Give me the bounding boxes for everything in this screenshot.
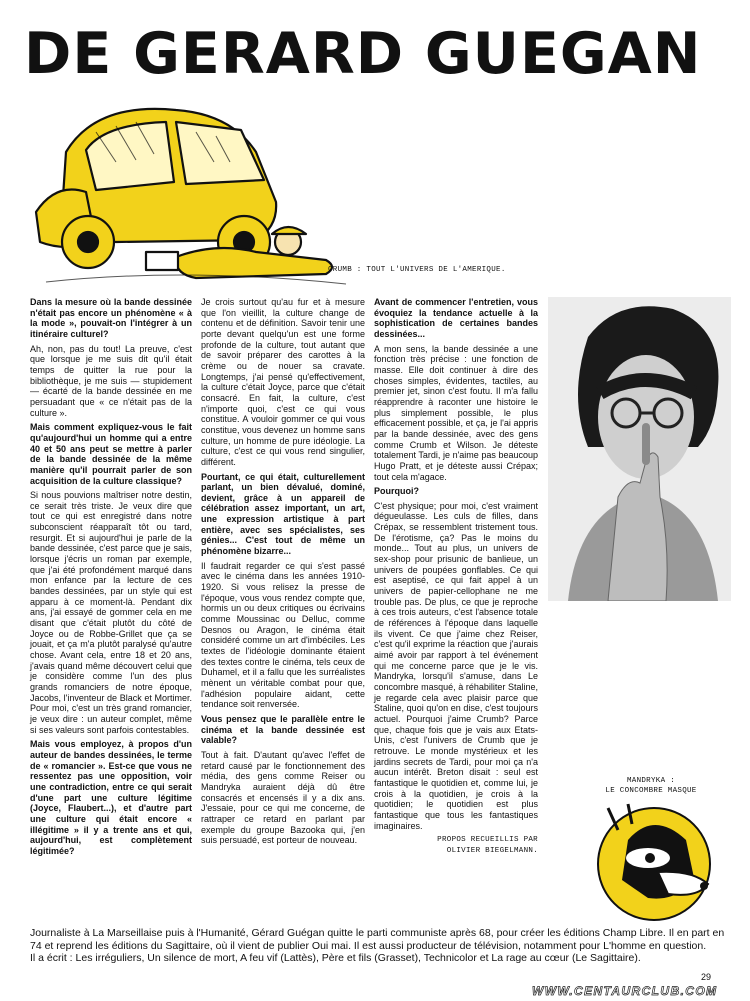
- credit-line: PROPOS RECUEILLIS PAR: [437, 836, 538, 845]
- interview-answer: Je crois surtout qu'au fur et à mesure que l'on vieillit, la culture change de contenu et de définition. Savoir tenir une porte devant quelqu'un est une forme profonde de la culture, tout autant que de savoir préparer des carottes à la crème ou de nouer sa cravate. Longtemps, j'ai pensé qu'effectivement, la culture c'était Joyce, parce que c'était consacré. En fait, la culture, c'est n'importe quoi, c'est ce qui vous constitue. A vouloir gommer ce qui vous constitue, vous devenez un homme sans culture, un homme de pure idéologie. La culture, c'est ce qui vous rend singulier, différent.: [201, 297, 365, 467]
- mandryka-caption: [566, 776, 736, 796]
- interview-answer: Ah, non, pas du tout! La preuve, c'est que lorsque je me suis dit qu'il était temps de quitter la rue pour la bibliothèque, je me suis — stupidement — écarté de la bande dessinée en me persuadant que « ce n'était pas de la culture ».: [30, 343, 192, 418]
- interview-answer: C'est physique; pour moi, c'est vraiment dégueulasse. Les culs de filles, dans Crépax, se ressemblent tristement tous. De l'érotisme, ça? Pas le moins du monde... Tout au plus, un univers de sex-shop pour prisunic de banlieue, un univers de poupées gonflables. Ce qui est aseptisé, ce qui fait appel à un univers de papier-cellophane ne me trouble pas. De plus, ce que je reproche à ces trois auteurs, c'est l'absence totale de références à l'époque dans laquelle ils vivent. Ce que j'aime chez Reiser, c'est qu'il exprime la réaction que j'aurais aimé avoir par rapport à tel événement qui me concerne parce que je le vis. Mandryka, lorsqu'il s'amuse, dans Le concombre masqué, à réhabiliter Staline, je regarde cela avec plaisir parce que Staline, quoi qu'on en dise, c'est toujours actuel. Pourquoi j'aime Crumb? Parce que, chaque fois que je vais aux Etats-Unis, c'est l'univers de Crumb que je retrouve. Le monde mystérieux et les jardins secrets de Tardi, pour moi ça n'a aucun intérêt. Breton disait : seul est fantastique le quotidien et, comme lui, je crois à la quotidien, je crois à la quotidien; le quotidien est plus fantastique que tous les fantastiques imaginaires.: [374, 500, 538, 831]
- interview-answer: A mon sens, la bande dessinée a une fonction très précise : une fonction de masse. Elle doit continuer à dire des choses simples, évidentes, tactiles, au premier jet, sinon c'est foutu. Il m'a fallu réapprendre à raconter une histoire le plus simplement possible, le plus efficacement possible, et ça, je l'ai appris par la bande dessinée, avec des gens comme Crumb et Wilson. Je déteste totalement Tardi, je n'aime pas beaucoup Hugo Pratt, et je déteste aussi Crépax; tout cela m'agace.: [374, 343, 538, 482]
- interview-question: Pourtant, ce qui était, culturellement parlant, un bien dévalué, dominé, devient, grâce à un appareil de célébration assez important, un art, une expression artistique à part entière, avec ses spécialistes, ses génies... C'est tout de même un phénomène bizarre...: [201, 471, 365, 557]
- portrait-photo: [548, 297, 731, 601]
- author-bio: [30, 927, 734, 965]
- article-column-3: [374, 297, 538, 857]
- interview-credit: [374, 835, 538, 857]
- illustration-caption: CRUMB : TOUT L'UNIVERS DE L'AMERIQUE.: [328, 266, 506, 274]
- crumb-car-illustration: [26, 92, 350, 292]
- mandryka-caption-line: LE CONCOMBRE MASQUE: [605, 787, 697, 795]
- interview-answer: Tout à fait. D'autant qu'avec l'effet de retard causé par le fonctionnement des média, des gens comme Reiser ou Mandryka auraient déjà dû être consacrés et encensés il y a dix ans. J'essaie, pour ce qui me concerne, de rattraper ce retard en parlant par exemple du groupe Bazooka qui, j'en suis persuadé, est porteur de nouveau.: [201, 749, 365, 846]
- interview-question: Pourquoi?: [374, 486, 419, 497]
- page-title: DE GERARD GUEGAN: [24, 21, 702, 87]
- credit-author: OLIVIER BIEGELMANN.: [446, 847, 538, 856]
- interview-question: Avant de commencer l'entretien, vous évoquiez la tendance actuelle à la sophistication de certaines bandes dessinées...: [374, 297, 538, 339]
- interview-question: Vous pensez que le parallèle entre le cinéma et la bande dessinée est valable?: [201, 713, 365, 746]
- article-column-2: [201, 297, 365, 850]
- bio-paragraph: Il a écrit : Les irréguliers, Un silence de mort, A feu vif (Lattès), Père et fils (Grasset), Technicolor et La rage au cœur (Le Sagittaire).: [30, 952, 641, 965]
- interview-question: Mais comment expliquez-vous le fait qu'aujourd'hui un homme qui a entre 40 et 50 ans peut se mettre à parler de la bande dessinée de la même manière qu'il pourrait parler de son acquisition de la culture classique?: [30, 422, 192, 486]
- interview-answer: Il faudrait regarder ce qui s'est passé avec le cinéma dans les années 1910-1920. Si vous relisez la presse de l'époque, vous vous rendez compte que, hormis un ou deux critiques ou écrivains comme Moussinac ou Delluc, comme Desnos ou Aragon, le cinéma était considéré comme un art d'imbéciles. Les textes de l'idéologie dominante étaient des textes contre le cinéma, tels ceux de Duhamel, et il a fallu que les surréalistes mènent un véritable combat pour que, l'adhésion populaire aidant, cette tendance soit renversée.: [201, 560, 365, 710]
- website-watermark: WWW.CENTAURCLUB.COM: [532, 984, 718, 998]
- interview-question: Mais vous employez, à propos d'un auteur de bandes dessinées, le terme de « romancier ». Est-ce que vous ne ressentez pas une opposition, voir une contradiction, entre ce qui serait d'une part une culture légitime (Joyce, Flaubert...), et d'autre part une culture qui était encore « illégitime » il y a trente ans et qui, aujourd'hui, est complètement légitimée?: [30, 739, 192, 856]
- bio-paragraph: Journaliste à La Marseillaise puis à l'Humanité, Gérard Guégan quitte le parti communiste après 68, pour créer les éditions Champ Libre. Il en part en 74 et reprend les éditions du Sagittaire, où il vient de publier Oui mai. Il est aussi producteur de télévision, notamment pour L'homme en question.: [30, 927, 725, 952]
- interview-answer: Si nous pouvions maîtriser notre destin, ce serait très triste. Je veux dire que tout ce qui est enregistré dans notre subconscient réapparaît tôt ou tard, resurgit. Et si aujourd'hui je parle de la bande dessinée, c'est parce que je sais, lorsque j'écris un roman par exemple, que j'ai été profondément marqué dans mon enfance par la lecture de ces bandes dessinées, par un style qui est apparu à ce moment-là. Pendant dix ans, j'ai essayé de gommer cela en me disant que c'était plutôt du côté de Joyce ou de Robbe-Grillet que ça se jouait, et ça m'a plutôt paralysé qu'autre chose. Avant cela, entre 18 et 20 ans, j'avais quand même découvert celui que je considère comme l'un des plus grands romanciers de notre époque, Jacobs, l'inventeur de Black et Mortimer. Pour moi, c'est un très grand romancier, je veux dire : un auteur complet, même si ses valeurs sont parfois contestables.: [30, 490, 192, 735]
- concombre-masque-illustration: [588, 800, 720, 922]
- interview-question: Dans la mesure où la bande dessinée n'était pas encore un phénomène « à la mode », pouvait-on l'intégrer à un itinéraire culturel?: [30, 297, 192, 339]
- page-number: 29: [701, 972, 712, 982]
- mandryka-caption-line: MANDRYKA :: [626, 777, 675, 785]
- article-column-1: [30, 297, 192, 860]
